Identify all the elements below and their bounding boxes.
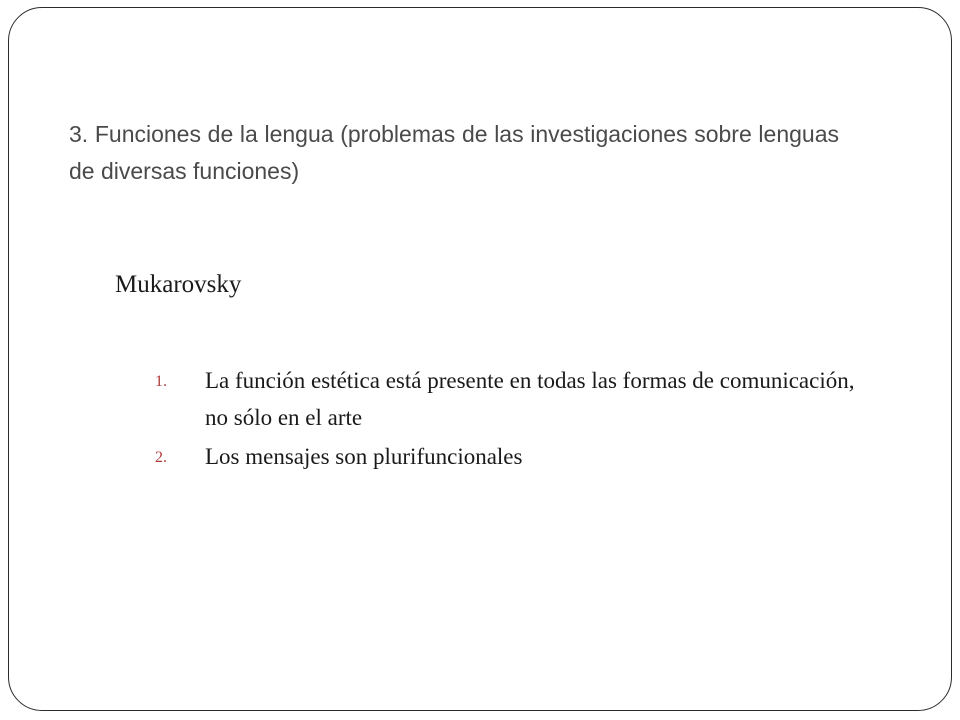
list-item-text: Los mensajes son plurifuncionales [205, 444, 523, 469]
list-item-number: 1. [155, 373, 167, 390]
slide-subtitle: Mukarovsky [115, 271, 242, 298]
list-item [155, 438, 855, 475]
list-item [155, 362, 855, 436]
slide-title: 3. Funciones de la lengua (problemas de las investigaciones sobre lenguas de diversas funciones) [69, 121, 839, 184]
numbered-list [155, 362, 855, 477]
slide-frame [8, 7, 952, 711]
list-item-text: La función estética está presente en todas las formas de comunicación, no sólo en el arte [205, 368, 855, 430]
list-item-number: 2. [155, 449, 167, 466]
